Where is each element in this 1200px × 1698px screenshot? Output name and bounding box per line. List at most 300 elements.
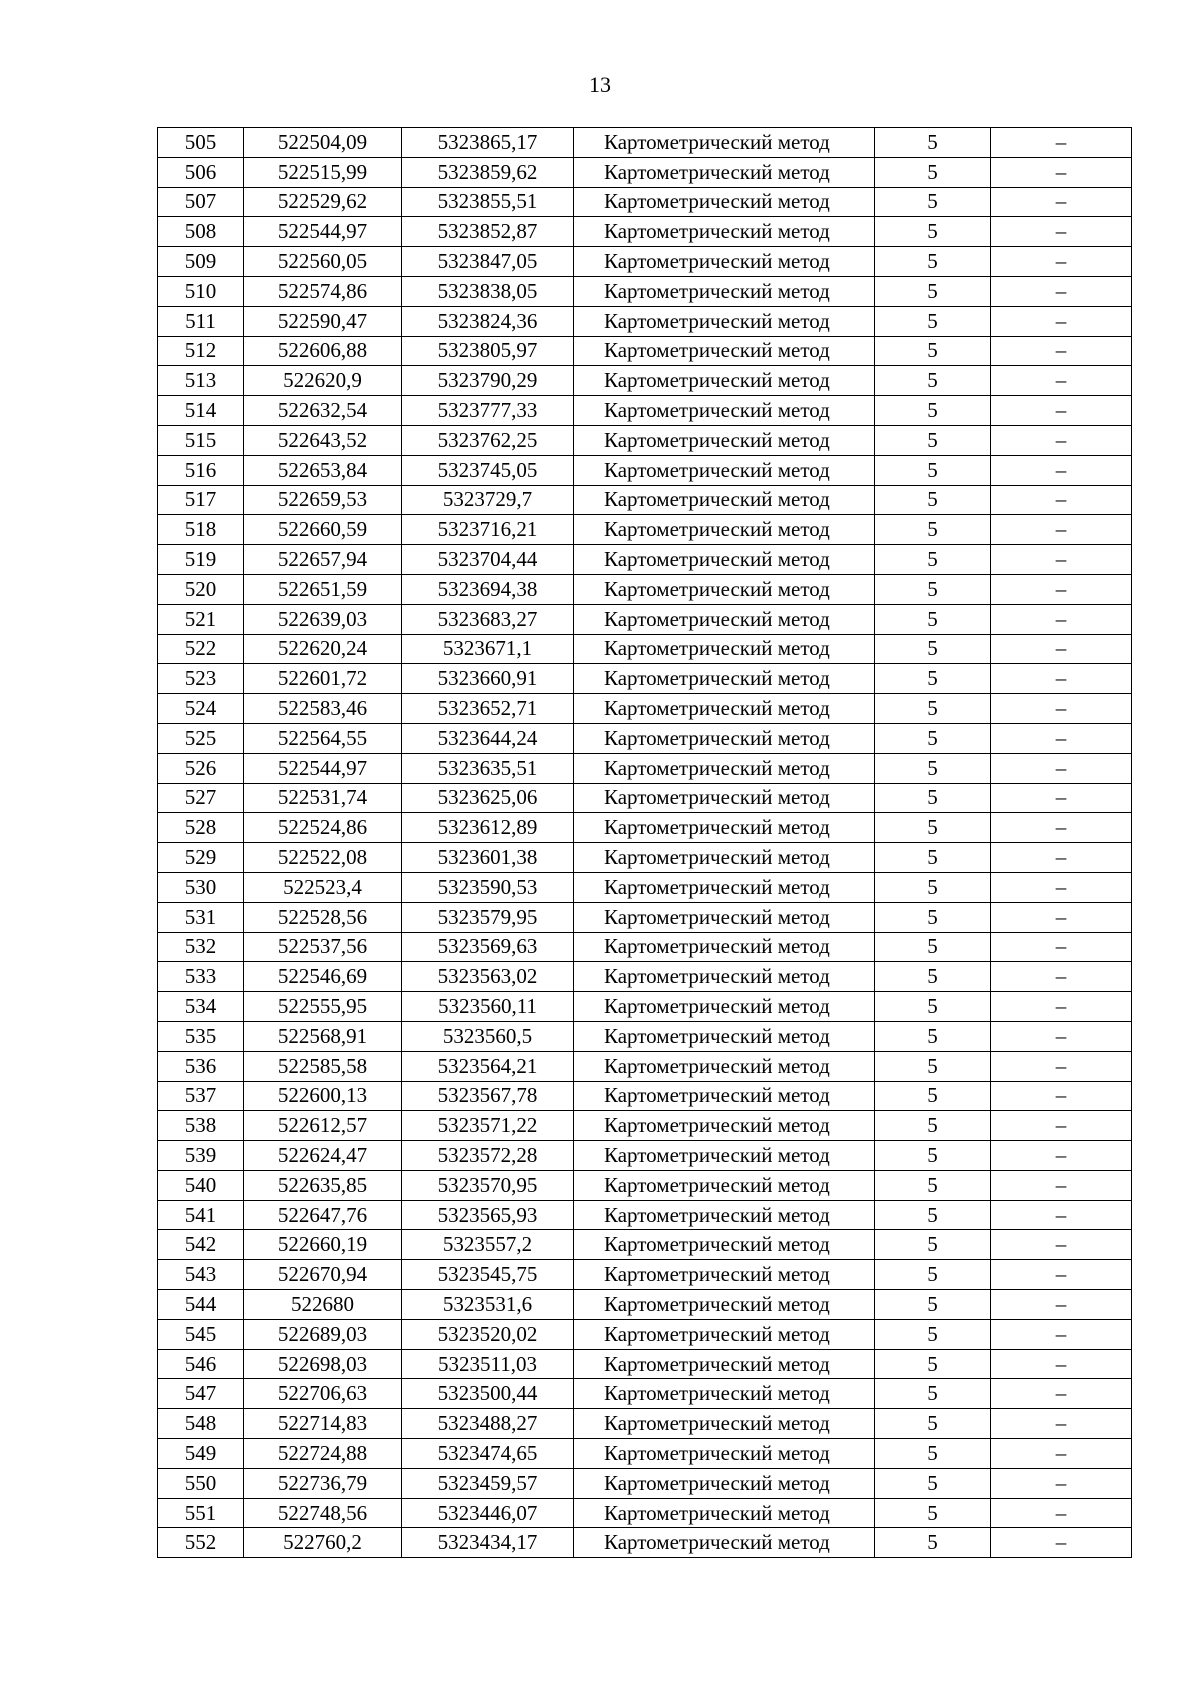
- method-cell: Картометрический метод: [574, 545, 875, 575]
- precision-cell: 5: [875, 336, 991, 366]
- table-row: [158, 753, 1132, 783]
- y-coordinate-cell: 5323569,63: [402, 932, 574, 962]
- y-coordinate-cell: 5323847,05: [402, 247, 574, 277]
- method-cell: Картометрический метод: [574, 336, 875, 366]
- description-cell: –: [991, 992, 1132, 1022]
- method-cell: Картометрический метод: [574, 872, 875, 902]
- y-coordinate-cell: 5323579,95: [402, 902, 574, 932]
- x-coordinate-cell: 522635,85: [244, 1170, 402, 1200]
- x-coordinate-cell: 522632,54: [244, 396, 402, 426]
- x-coordinate-cell: 522706,63: [244, 1379, 402, 1409]
- precision-cell: 5: [875, 813, 991, 843]
- y-coordinate-cell: 5323601,38: [402, 843, 574, 873]
- description-cell: –: [991, 1498, 1132, 1528]
- x-coordinate-cell: 522568,91: [244, 1021, 402, 1051]
- point-number-cell: 550: [158, 1468, 244, 1498]
- method-cell: Картометрический метод: [574, 1409, 875, 1439]
- table-row: [158, 1230, 1132, 1260]
- point-number-cell: 533: [158, 962, 244, 992]
- x-coordinate-cell: 522724,88: [244, 1439, 402, 1469]
- method-cell: Картометрический метод: [574, 1319, 875, 1349]
- point-number-cell: 538: [158, 1111, 244, 1141]
- method-cell: Картометрический метод: [574, 1379, 875, 1409]
- table-row: [158, 813, 1132, 843]
- x-coordinate-cell: 522583,46: [244, 694, 402, 724]
- method-cell: Картометрический метод: [574, 157, 875, 187]
- point-number-cell: 536: [158, 1051, 244, 1081]
- table-row: [158, 1260, 1132, 1290]
- point-number-cell: 541: [158, 1200, 244, 1230]
- description-cell: –: [991, 1319, 1132, 1349]
- method-cell: Картометрический метод: [574, 813, 875, 843]
- description-cell: –: [991, 485, 1132, 515]
- method-cell: Картометрический метод: [574, 962, 875, 992]
- point-number-cell: 518: [158, 515, 244, 545]
- method-cell: Картометрический метод: [574, 187, 875, 217]
- method-cell: Картометрический метод: [574, 1141, 875, 1171]
- x-coordinate-cell: 522647,76: [244, 1200, 402, 1230]
- x-coordinate-cell: 522560,05: [244, 247, 402, 277]
- description-cell: –: [991, 1528, 1132, 1558]
- point-number-cell: 516: [158, 455, 244, 485]
- precision-cell: 5: [875, 604, 991, 634]
- y-coordinate-cell: 5323434,17: [402, 1528, 574, 1558]
- table-row: [158, 1528, 1132, 1558]
- description-cell: –: [991, 664, 1132, 694]
- method-cell: Картометрический метод: [574, 1081, 875, 1111]
- precision-cell: 5: [875, 425, 991, 455]
- y-coordinate-cell: 5323571,22: [402, 1111, 574, 1141]
- point-number-cell: 517: [158, 485, 244, 515]
- y-coordinate-cell: 5323560,11: [402, 992, 574, 1022]
- y-coordinate-cell: 5323474,65: [402, 1439, 574, 1469]
- description-cell: –: [991, 366, 1132, 396]
- method-cell: Картометрический метод: [574, 1290, 875, 1320]
- x-coordinate-cell: 522537,56: [244, 932, 402, 962]
- method-cell: Картометрический метод: [574, 932, 875, 962]
- y-coordinate-cell: 5323745,05: [402, 455, 574, 485]
- point-number-cell: 549: [158, 1439, 244, 1469]
- description-cell: –: [991, 1468, 1132, 1498]
- table-row: [158, 723, 1132, 753]
- y-coordinate-cell: 5323859,62: [402, 157, 574, 187]
- precision-cell: 5: [875, 515, 991, 545]
- method-cell: Картометрический метод: [574, 783, 875, 813]
- table-row: [158, 574, 1132, 604]
- table-row: [158, 1081, 1132, 1111]
- point-number-cell: 548: [158, 1409, 244, 1439]
- table-row: [158, 1468, 1132, 1498]
- x-coordinate-cell: 522590,47: [244, 306, 402, 336]
- precision-cell: 5: [875, 1409, 991, 1439]
- table-row: [158, 783, 1132, 813]
- point-number-cell: 509: [158, 247, 244, 277]
- method-cell: Картометрический метод: [574, 664, 875, 694]
- point-number-cell: 545: [158, 1319, 244, 1349]
- precision-cell: 5: [875, 1349, 991, 1379]
- y-coordinate-cell: 5323612,89: [402, 813, 574, 843]
- x-coordinate-cell: 522698,03: [244, 1349, 402, 1379]
- table-row: [158, 157, 1132, 187]
- precision-cell: 5: [875, 1200, 991, 1230]
- method-cell: Картометрический метод: [574, 1051, 875, 1081]
- coordinates-table-body: [158, 128, 1132, 1558]
- point-number-cell: 521: [158, 604, 244, 634]
- table-row: [158, 1021, 1132, 1051]
- page-number: 13: [589, 72, 611, 97]
- point-number-cell: 537: [158, 1081, 244, 1111]
- precision-cell: 5: [875, 753, 991, 783]
- table-row: [158, 902, 1132, 932]
- y-coordinate-cell: 5323590,53: [402, 872, 574, 902]
- x-coordinate-cell: 522601,72: [244, 664, 402, 694]
- y-coordinate-cell: 5323683,27: [402, 604, 574, 634]
- description-cell: –: [991, 753, 1132, 783]
- x-coordinate-cell: 522651,59: [244, 574, 402, 604]
- precision-cell: 5: [875, 366, 991, 396]
- precision-cell: 5: [875, 1439, 991, 1469]
- description-cell: –: [991, 1439, 1132, 1469]
- method-cell: Картометрический метод: [574, 128, 875, 158]
- point-number-cell: 539: [158, 1141, 244, 1171]
- table-row: [158, 396, 1132, 426]
- point-number-cell: 531: [158, 902, 244, 932]
- precision-cell: 5: [875, 1468, 991, 1498]
- y-coordinate-cell: 5323777,33: [402, 396, 574, 426]
- x-coordinate-cell: 522504,09: [244, 128, 402, 158]
- description-cell: –: [991, 872, 1132, 902]
- table-row: [158, 336, 1132, 366]
- point-number-cell: 512: [158, 336, 244, 366]
- description-cell: –: [991, 843, 1132, 873]
- method-cell: Картометрический метод: [574, 366, 875, 396]
- precision-cell: 5: [875, 1081, 991, 1111]
- precision-cell: 5: [875, 1141, 991, 1171]
- method-cell: Картометрический метод: [574, 1498, 875, 1528]
- precision-cell: 5: [875, 247, 991, 277]
- description-cell: –: [991, 1111, 1132, 1141]
- description-cell: –: [991, 574, 1132, 604]
- precision-cell: 5: [875, 1528, 991, 1558]
- point-number-cell: 542: [158, 1230, 244, 1260]
- precision-cell: 5: [875, 1051, 991, 1081]
- x-coordinate-cell: 522531,74: [244, 783, 402, 813]
- precision-cell: 5: [875, 723, 991, 753]
- y-coordinate-cell: 5323704,44: [402, 545, 574, 575]
- method-cell: Картометрический метод: [574, 1200, 875, 1230]
- table-row: [158, 247, 1132, 277]
- coordinates-table: [157, 127, 1132, 1558]
- table-row: [158, 962, 1132, 992]
- method-cell: Картометрический метод: [574, 753, 875, 783]
- table-row: [158, 1319, 1132, 1349]
- table-row: [158, 425, 1132, 455]
- point-number-cell: 535: [158, 1021, 244, 1051]
- table-row: [158, 545, 1132, 575]
- x-coordinate-cell: 522606,88: [244, 336, 402, 366]
- point-number-cell: 544: [158, 1290, 244, 1320]
- point-number-cell: 530: [158, 872, 244, 902]
- x-coordinate-cell: 522653,84: [244, 455, 402, 485]
- description-cell: –: [991, 932, 1132, 962]
- precision-cell: 5: [875, 694, 991, 724]
- precision-cell: 5: [875, 276, 991, 306]
- y-coordinate-cell: 5323852,87: [402, 217, 574, 247]
- y-coordinate-cell: 5323652,71: [402, 694, 574, 724]
- table-row: [158, 932, 1132, 962]
- table-row: [158, 128, 1132, 158]
- precision-cell: 5: [875, 485, 991, 515]
- description-cell: –: [991, 336, 1132, 366]
- description-cell: –: [991, 783, 1132, 813]
- x-coordinate-cell: 522680: [244, 1290, 402, 1320]
- method-cell: Картометрический метод: [574, 992, 875, 1022]
- description-cell: –: [991, 1260, 1132, 1290]
- x-coordinate-cell: 522660,19: [244, 1230, 402, 1260]
- description-cell: –: [991, 1051, 1132, 1081]
- description-cell: –: [991, 1141, 1132, 1171]
- table-row: [158, 1170, 1132, 1200]
- description-cell: –: [991, 1081, 1132, 1111]
- table-row: [158, 366, 1132, 396]
- method-cell: Картометрический метод: [574, 485, 875, 515]
- x-coordinate-cell: 522620,24: [244, 634, 402, 664]
- point-number-cell: 546: [158, 1349, 244, 1379]
- point-number-cell: 528: [158, 813, 244, 843]
- precision-cell: 5: [875, 932, 991, 962]
- x-coordinate-cell: 522748,56: [244, 1498, 402, 1528]
- x-coordinate-cell: 522670,94: [244, 1260, 402, 1290]
- x-coordinate-cell: 522515,99: [244, 157, 402, 187]
- table-row: [158, 1051, 1132, 1081]
- method-cell: Картометрический метод: [574, 1230, 875, 1260]
- point-number-cell: 522: [158, 634, 244, 664]
- method-cell: Картометрический метод: [574, 217, 875, 247]
- table-row: [158, 217, 1132, 247]
- description-cell: –: [991, 1230, 1132, 1260]
- method-cell: Картометрический метод: [574, 1528, 875, 1558]
- precision-cell: 5: [875, 1111, 991, 1141]
- x-coordinate-cell: 522546,69: [244, 962, 402, 992]
- point-number-cell: 510: [158, 276, 244, 306]
- precision-cell: 5: [875, 1260, 991, 1290]
- description-cell: –: [991, 455, 1132, 485]
- y-coordinate-cell: 5323855,51: [402, 187, 574, 217]
- table-row: [158, 515, 1132, 545]
- y-coordinate-cell: 5323511,03: [402, 1349, 574, 1379]
- x-coordinate-cell: 522639,03: [244, 604, 402, 634]
- y-coordinate-cell: 5323572,28: [402, 1141, 574, 1171]
- method-cell: Картометрический метод: [574, 247, 875, 277]
- precision-cell: 5: [875, 843, 991, 873]
- description-cell: –: [991, 634, 1132, 664]
- description-cell: –: [991, 1200, 1132, 1230]
- description-cell: –: [991, 723, 1132, 753]
- point-number-cell: 529: [158, 843, 244, 873]
- method-cell: Картометрический метод: [574, 1170, 875, 1200]
- table-row: [158, 485, 1132, 515]
- description-cell: –: [991, 1409, 1132, 1439]
- y-coordinate-cell: 5323635,51: [402, 753, 574, 783]
- table-row: [158, 1379, 1132, 1409]
- point-number-cell: 523: [158, 664, 244, 694]
- description-cell: –: [991, 694, 1132, 724]
- x-coordinate-cell: 522689,03: [244, 1319, 402, 1349]
- x-coordinate-cell: 522524,86: [244, 813, 402, 843]
- precision-cell: 5: [875, 1379, 991, 1409]
- point-number-cell: 526: [158, 753, 244, 783]
- point-number-cell: 527: [158, 783, 244, 813]
- x-coordinate-cell: 522585,58: [244, 1051, 402, 1081]
- x-coordinate-cell: 522523,4: [244, 872, 402, 902]
- description-cell: –: [991, 187, 1132, 217]
- table-row: [158, 843, 1132, 873]
- point-number-cell: 551: [158, 1498, 244, 1528]
- precision-cell: 5: [875, 574, 991, 604]
- method-cell: Картометрический метод: [574, 1439, 875, 1469]
- x-coordinate-cell: 522660,59: [244, 515, 402, 545]
- x-coordinate-cell: 522600,13: [244, 1081, 402, 1111]
- method-cell: Картометрический метод: [574, 1260, 875, 1290]
- y-coordinate-cell: 5323488,27: [402, 1409, 574, 1439]
- y-coordinate-cell: 5323824,36: [402, 306, 574, 336]
- x-coordinate-cell: 522659,53: [244, 485, 402, 515]
- method-cell: Картометрический метод: [574, 634, 875, 664]
- y-coordinate-cell: 5323446,07: [402, 1498, 574, 1528]
- method-cell: Картометрический метод: [574, 604, 875, 634]
- y-coordinate-cell: 5323694,38: [402, 574, 574, 604]
- y-coordinate-cell: 5323570,95: [402, 1170, 574, 1200]
- point-number-cell: 540: [158, 1170, 244, 1200]
- y-coordinate-cell: 5323545,75: [402, 1260, 574, 1290]
- method-cell: Картометрический метод: [574, 1021, 875, 1051]
- x-coordinate-cell: 522574,86: [244, 276, 402, 306]
- table-row: [158, 1409, 1132, 1439]
- y-coordinate-cell: 5323500,44: [402, 1379, 574, 1409]
- point-number-cell: 511: [158, 306, 244, 336]
- x-coordinate-cell: 522564,55: [244, 723, 402, 753]
- point-number-cell: 507: [158, 187, 244, 217]
- table-row: [158, 664, 1132, 694]
- precision-cell: 5: [875, 187, 991, 217]
- table-row: [158, 187, 1132, 217]
- point-number-cell: 505: [158, 128, 244, 158]
- point-number-cell: 520: [158, 574, 244, 604]
- point-number-cell: 524: [158, 694, 244, 724]
- method-cell: Картометрический метод: [574, 306, 875, 336]
- precision-cell: 5: [875, 455, 991, 485]
- description-cell: –: [991, 217, 1132, 247]
- method-cell: Картометрический метод: [574, 902, 875, 932]
- y-coordinate-cell: 5323563,02: [402, 962, 574, 992]
- description-cell: –: [991, 902, 1132, 932]
- point-number-cell: 552: [158, 1528, 244, 1558]
- description-cell: –: [991, 425, 1132, 455]
- table-row: [158, 1200, 1132, 1230]
- point-number-cell: 519: [158, 545, 244, 575]
- precision-cell: 5: [875, 217, 991, 247]
- y-coordinate-cell: 5323729,7: [402, 485, 574, 515]
- precision-cell: 5: [875, 783, 991, 813]
- description-cell: –: [991, 813, 1132, 843]
- description-cell: –: [991, 157, 1132, 187]
- y-coordinate-cell: 5323865,17: [402, 128, 574, 158]
- x-coordinate-cell: 522522,08: [244, 843, 402, 873]
- description-cell: –: [991, 1379, 1132, 1409]
- x-coordinate-cell: 522760,2: [244, 1528, 402, 1558]
- precision-cell: 5: [875, 545, 991, 575]
- description-cell: –: [991, 396, 1132, 426]
- table-row: [158, 455, 1132, 485]
- precision-cell: 5: [875, 1319, 991, 1349]
- table-row: [158, 1111, 1132, 1141]
- method-cell: Картометрический метод: [574, 694, 875, 724]
- method-cell: Картометрический метод: [574, 396, 875, 426]
- table-row: [158, 1439, 1132, 1469]
- description-cell: –: [991, 1349, 1132, 1379]
- description-cell: –: [991, 1290, 1132, 1320]
- x-coordinate-cell: 522714,83: [244, 1409, 402, 1439]
- table-row: [158, 1498, 1132, 1528]
- y-coordinate-cell: 5323565,93: [402, 1200, 574, 1230]
- method-cell: Картометрический метод: [574, 425, 875, 455]
- point-number-cell: 532: [158, 932, 244, 962]
- table-row: [158, 634, 1132, 664]
- point-number-cell: 525: [158, 723, 244, 753]
- precision-cell: 5: [875, 1230, 991, 1260]
- precision-cell: 5: [875, 902, 991, 932]
- y-coordinate-cell: 5323567,78: [402, 1081, 574, 1111]
- description-cell: –: [991, 515, 1132, 545]
- description-cell: –: [991, 128, 1132, 158]
- x-coordinate-cell: 522528,56: [244, 902, 402, 932]
- point-number-cell: 514: [158, 396, 244, 426]
- method-cell: Картометрический метод: [574, 1468, 875, 1498]
- method-cell: Картометрический метод: [574, 1111, 875, 1141]
- x-coordinate-cell: 522643,52: [244, 425, 402, 455]
- point-number-cell: 508: [158, 217, 244, 247]
- y-coordinate-cell: 5323716,21: [402, 515, 574, 545]
- precision-cell: 5: [875, 1021, 991, 1051]
- y-coordinate-cell: 5323660,91: [402, 664, 574, 694]
- description-cell: –: [991, 247, 1132, 277]
- x-coordinate-cell: 522657,94: [244, 545, 402, 575]
- y-coordinate-cell: 5323671,1: [402, 634, 574, 664]
- method-cell: Картометрический метод: [574, 843, 875, 873]
- table-row: [158, 276, 1132, 306]
- method-cell: Картометрический метод: [574, 1349, 875, 1379]
- table-row: [158, 306, 1132, 336]
- precision-cell: 5: [875, 128, 991, 158]
- x-coordinate-cell: 522544,97: [244, 217, 402, 247]
- description-cell: –: [991, 306, 1132, 336]
- precision-cell: 5: [875, 1170, 991, 1200]
- precision-cell: 5: [875, 157, 991, 187]
- y-coordinate-cell: 5323459,57: [402, 1468, 574, 1498]
- y-coordinate-cell: 5323762,25: [402, 425, 574, 455]
- y-coordinate-cell: 5323557,2: [402, 1230, 574, 1260]
- method-cell: Картометрический метод: [574, 515, 875, 545]
- precision-cell: 5: [875, 1290, 991, 1320]
- table-row: [158, 992, 1132, 1022]
- y-coordinate-cell: 5323805,97: [402, 336, 574, 366]
- y-coordinate-cell: 5323531,6: [402, 1290, 574, 1320]
- description-cell: –: [991, 1021, 1132, 1051]
- description-cell: –: [991, 276, 1132, 306]
- precision-cell: 5: [875, 872, 991, 902]
- point-number-cell: 543: [158, 1260, 244, 1290]
- point-number-cell: 513: [158, 366, 244, 396]
